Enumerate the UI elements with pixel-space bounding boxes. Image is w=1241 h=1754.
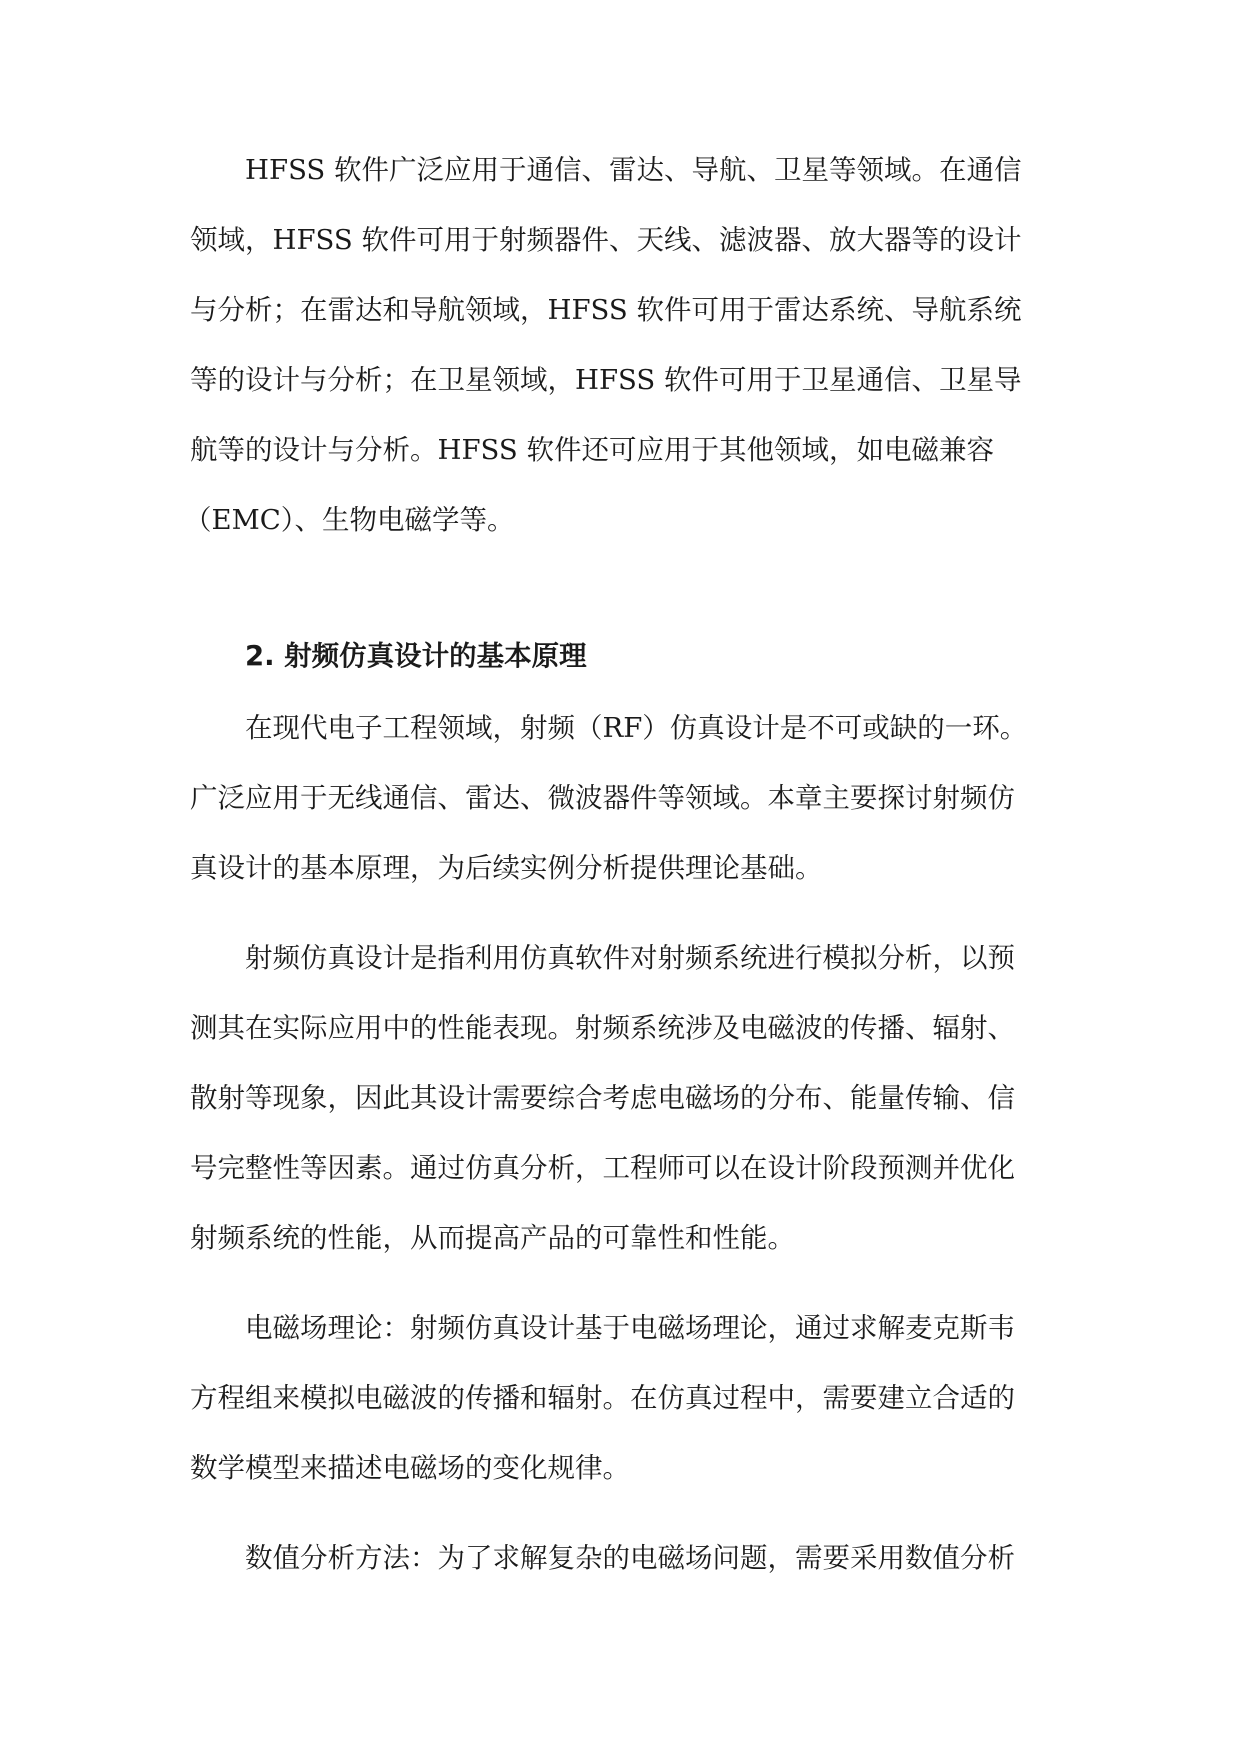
paragraph-line: 广泛应用于无线通信、雷达、微波器件等领域。本章主要探讨射频仿: [190, 782, 1015, 814]
paragraph-line: 等的设计与分析；在卫星领域，HFSS 软件可用于卫星通信、卫星导: [190, 364, 1022, 396]
paragraph-line: 散射等现象，因此其设计需要综合考虑电磁场的分布、能量传输、信: [190, 1082, 1015, 1114]
paragraph-line: 在现代电子工程领域，射频（RF）仿真设计是不可或缺的一环。: [245, 712, 1028, 744]
section-heading: 2. 射频仿真设计的基本原理: [245, 640, 587, 672]
paragraph-line: 与分析；在雷达和导航领域，HFSS 软件可用于雷达系统、导航系统: [190, 294, 1022, 326]
paragraph-line: 射频仿真设计是指利用仿真软件对射频系统进行模拟分析，以预: [245, 942, 1015, 974]
paragraph-line: 数值分析方法：为了求解复杂的电磁场问题，需要采用数值分析: [245, 1542, 1015, 1574]
paragraph-line: 测其在实际应用中的性能表现。射频系统涉及电磁波的传播、辐射、: [190, 1012, 1015, 1044]
paragraph-line: 射频系统的性能，从而提高产品的可靠性和性能。: [190, 1222, 795, 1254]
paragraph-line: 电磁场理论：射频仿真设计基于电磁场理论，通过求解麦克斯韦: [245, 1312, 1015, 1344]
paragraph-line: 号完整性等因素。通过仿真分析，工程师可以在设计阶段预测并优化: [190, 1152, 1015, 1184]
paragraph-line: 航等的设计与分析。HFSS 软件还可应用于其他领域，如电磁兼容: [190, 434, 994, 466]
paragraph-line: （EMC）、生物电磁学等。: [184, 504, 515, 536]
paragraph-line: 方程组来模拟电磁波的传播和辐射。在仿真过程中，需要建立合适的: [190, 1382, 1015, 1414]
paragraph-line: HFSS 软件广泛应用于通信、雷达、导航、卫星等领域。在通信: [245, 154, 1022, 186]
paragraph-line: 数学模型来描述电磁场的变化规律。: [190, 1452, 630, 1484]
paragraph-line: 领域，HFSS 软件可用于射频器件、天线、滤波器、放大器等的设计: [190, 224, 1022, 256]
paragraph-line: 真设计的基本原理，为后续实例分析提供理论基础。: [190, 852, 823, 884]
